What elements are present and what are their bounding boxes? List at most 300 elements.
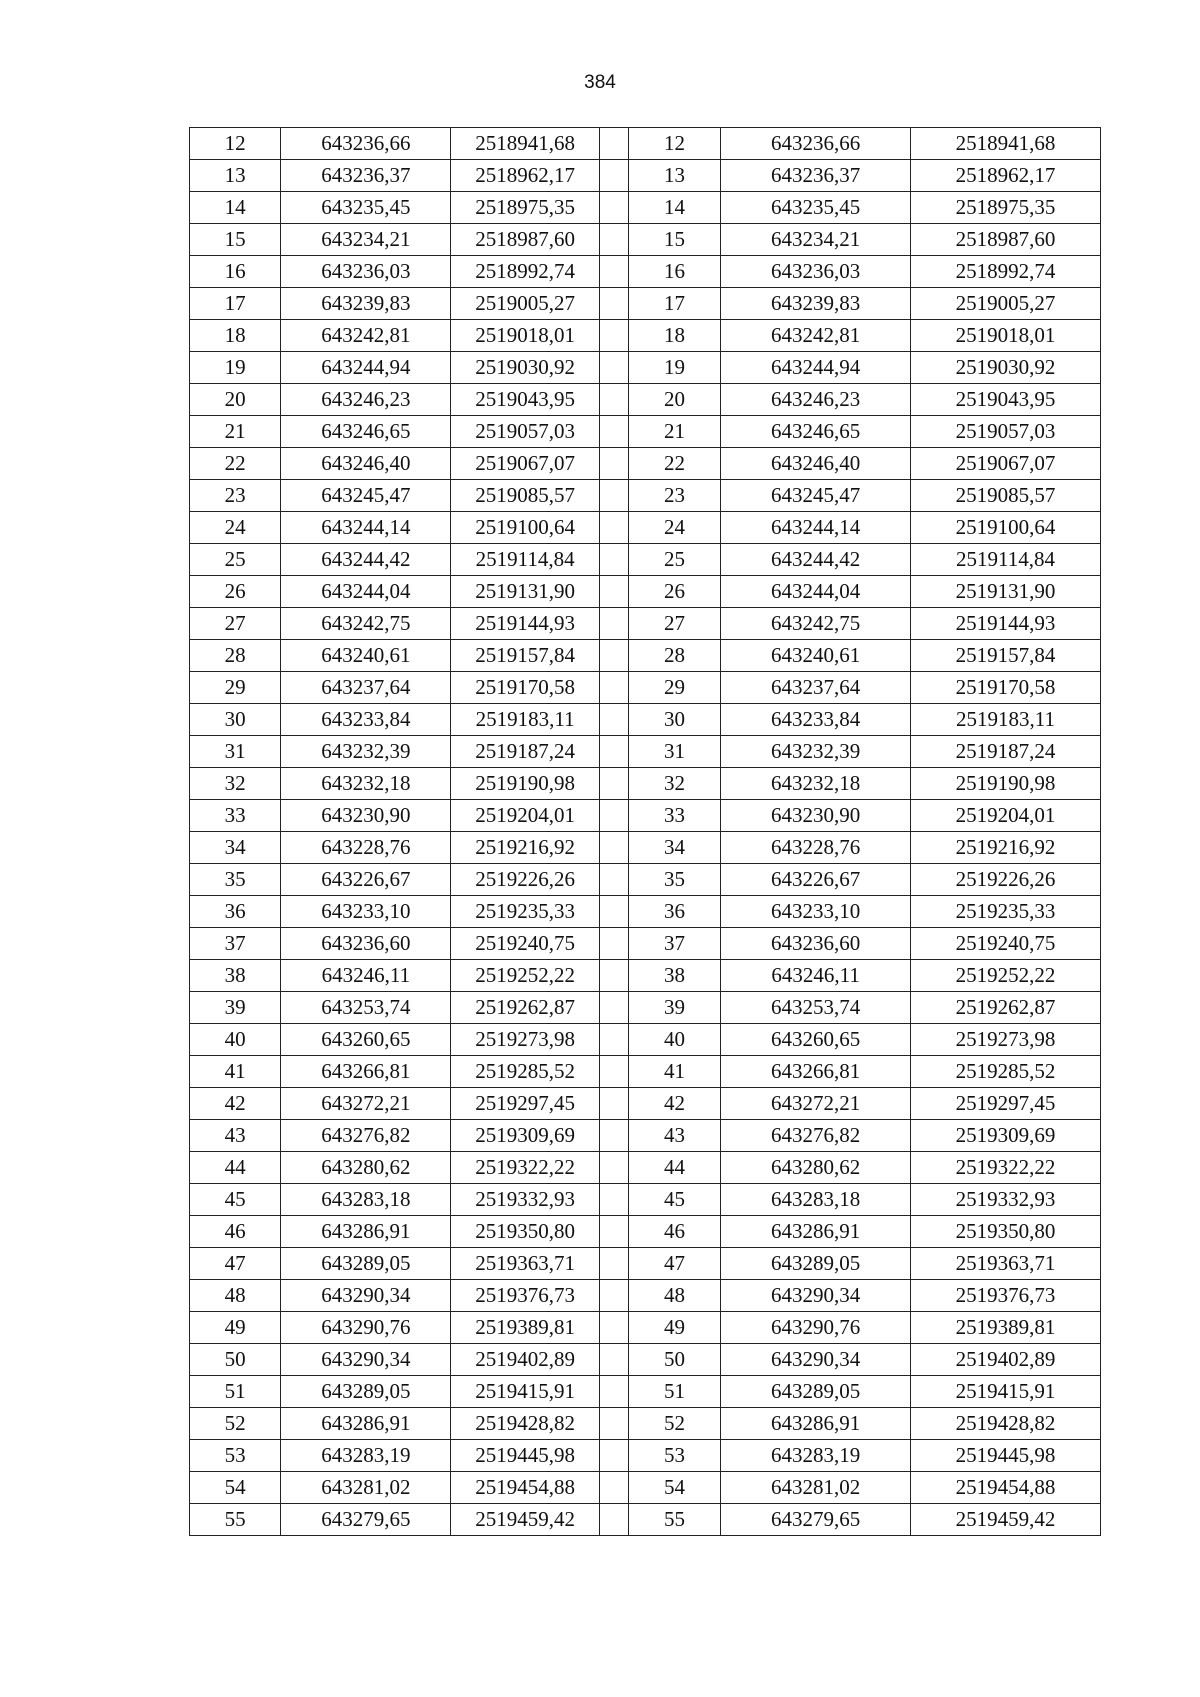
spacer-cell [599, 736, 628, 768]
y-coordinate-cell: 2519297,45 [451, 1088, 599, 1120]
point-number-cell: 47 [628, 1248, 720, 1280]
x-coordinate-cell: 643239,83 [281, 288, 451, 320]
spacer-cell [599, 1344, 628, 1376]
x-coordinate-cell: 643286,91 [721, 1408, 911, 1440]
x-coordinate-cell: 643234,21 [721, 224, 911, 256]
x-coordinate-cell: 643246,65 [281, 416, 451, 448]
y-coordinate-cell: 2519114,84 [451, 544, 599, 576]
x-coordinate-cell: 643236,37 [281, 160, 451, 192]
spacer-cell [599, 1056, 628, 1088]
table-row [190, 1376, 1101, 1408]
spacer-cell [599, 1312, 628, 1344]
point-number-cell: 18 [628, 320, 720, 352]
point-number-cell: 42 [190, 1088, 281, 1120]
spacer-cell [599, 1216, 628, 1248]
point-number-cell: 13 [628, 160, 720, 192]
y-coordinate-cell: 2519428,82 [911, 1408, 1101, 1440]
point-number-cell: 17 [628, 288, 720, 320]
table-row [190, 800, 1101, 832]
x-coordinate-cell: 643236,66 [281, 128, 451, 160]
y-coordinate-cell: 2519389,81 [451, 1312, 599, 1344]
y-coordinate-cell: 2519415,91 [451, 1376, 599, 1408]
point-number-cell: 28 [628, 640, 720, 672]
spacer-cell [599, 992, 628, 1024]
table-row [190, 1408, 1101, 1440]
point-number-cell: 16 [628, 256, 720, 288]
y-coordinate-cell: 2519005,27 [451, 288, 599, 320]
y-coordinate-cell: 2519005,27 [911, 288, 1101, 320]
x-coordinate-cell: 643239,83 [721, 288, 911, 320]
table-row [190, 1120, 1101, 1152]
x-coordinate-cell: 643260,65 [281, 1024, 451, 1056]
spacer-cell [599, 544, 628, 576]
y-coordinate-cell: 2519131,90 [451, 576, 599, 608]
x-coordinate-cell: 643233,10 [281, 896, 451, 928]
point-number-cell: 35 [628, 864, 720, 896]
x-coordinate-cell: 643228,76 [281, 832, 451, 864]
y-coordinate-cell: 2519389,81 [911, 1312, 1101, 1344]
y-coordinate-cell: 2519262,87 [911, 992, 1101, 1024]
y-coordinate-cell: 2519187,24 [451, 736, 599, 768]
spacer-cell [599, 1024, 628, 1056]
x-coordinate-cell: 643230,90 [721, 800, 911, 832]
x-coordinate-cell: 643266,81 [281, 1056, 451, 1088]
y-coordinate-cell: 2519216,92 [451, 832, 599, 864]
y-coordinate-cell: 2519131,90 [911, 576, 1101, 608]
x-coordinate-cell: 643272,21 [721, 1088, 911, 1120]
y-coordinate-cell: 2519085,57 [911, 480, 1101, 512]
spacer-cell [599, 384, 628, 416]
x-coordinate-cell: 643245,47 [721, 480, 911, 512]
point-number-cell: 36 [190, 896, 281, 928]
x-coordinate-cell: 643233,84 [721, 704, 911, 736]
x-coordinate-cell: 643286,91 [721, 1216, 911, 1248]
table-row [190, 192, 1101, 224]
y-coordinate-cell: 2519297,45 [911, 1088, 1101, 1120]
point-number-cell: 37 [190, 928, 281, 960]
point-number-cell: 28 [190, 640, 281, 672]
table-row [190, 1184, 1101, 1216]
point-number-cell: 52 [628, 1408, 720, 1440]
point-number-cell: 32 [190, 768, 281, 800]
table-row [190, 1280, 1101, 1312]
point-number-cell: 34 [190, 832, 281, 864]
table-row [190, 1312, 1101, 1344]
table-row [190, 704, 1101, 736]
point-number-cell: 24 [190, 512, 281, 544]
point-number-cell: 43 [628, 1120, 720, 1152]
point-number-cell: 29 [190, 672, 281, 704]
y-coordinate-cell: 2518975,35 [451, 192, 599, 224]
x-coordinate-cell: 643232,39 [281, 736, 451, 768]
y-coordinate-cell: 2519057,03 [911, 416, 1101, 448]
y-coordinate-cell: 2519170,58 [911, 672, 1101, 704]
x-coordinate-cell: 643244,14 [721, 512, 911, 544]
table-row [190, 736, 1101, 768]
y-coordinate-cell: 2519309,69 [451, 1120, 599, 1152]
table-row [190, 960, 1101, 992]
spacer-cell [599, 480, 628, 512]
point-number-cell: 47 [190, 1248, 281, 1280]
x-coordinate-cell: 643236,37 [721, 160, 911, 192]
y-coordinate-cell: 2519144,93 [451, 608, 599, 640]
table-row [190, 288, 1101, 320]
x-coordinate-cell: 643244,94 [281, 352, 451, 384]
x-coordinate-cell: 643236,03 [281, 256, 451, 288]
point-number-cell: 17 [190, 288, 281, 320]
table-row [190, 256, 1101, 288]
x-coordinate-cell: 643226,67 [281, 864, 451, 896]
x-coordinate-cell: 643232,18 [281, 768, 451, 800]
x-coordinate-cell: 643228,76 [721, 832, 911, 864]
x-coordinate-cell: 643244,04 [721, 576, 911, 608]
spacer-cell [599, 672, 628, 704]
point-number-cell: 14 [628, 192, 720, 224]
point-number-cell: 53 [190, 1440, 281, 1472]
x-coordinate-cell: 643230,90 [281, 800, 451, 832]
y-coordinate-cell: 2519454,88 [451, 1472, 599, 1504]
point-number-cell: 45 [190, 1184, 281, 1216]
x-coordinate-cell: 643232,18 [721, 768, 911, 800]
point-number-cell: 14 [190, 192, 281, 224]
x-coordinate-cell: 643242,81 [281, 320, 451, 352]
x-coordinate-cell: 643280,62 [721, 1152, 911, 1184]
y-coordinate-cell: 2518941,68 [451, 128, 599, 160]
spacer-cell [599, 1472, 628, 1504]
x-coordinate-cell: 643272,21 [281, 1088, 451, 1120]
x-coordinate-cell: 643244,14 [281, 512, 451, 544]
x-coordinate-cell: 643290,34 [721, 1344, 911, 1376]
x-coordinate-cell: 643242,75 [721, 608, 911, 640]
point-number-cell: 22 [628, 448, 720, 480]
x-coordinate-cell: 643237,64 [721, 672, 911, 704]
point-number-cell: 53 [628, 1440, 720, 1472]
point-number-cell: 27 [190, 608, 281, 640]
table-row [190, 576, 1101, 608]
x-coordinate-cell: 643235,45 [281, 192, 451, 224]
point-number-cell: 49 [190, 1312, 281, 1344]
y-coordinate-cell: 2519322,22 [911, 1152, 1101, 1184]
table-row [190, 448, 1101, 480]
x-coordinate-cell: 643253,74 [281, 992, 451, 1024]
x-coordinate-cell: 643246,40 [281, 448, 451, 480]
y-coordinate-cell: 2518975,35 [911, 192, 1101, 224]
point-number-cell: 52 [190, 1408, 281, 1440]
y-coordinate-cell: 2518941,68 [911, 128, 1101, 160]
spacer-cell [599, 800, 628, 832]
x-coordinate-cell: 643290,76 [721, 1312, 911, 1344]
spacer-cell [599, 224, 628, 256]
y-coordinate-cell: 2519376,73 [911, 1280, 1101, 1312]
y-coordinate-cell: 2519030,92 [911, 352, 1101, 384]
y-coordinate-cell: 2519273,98 [911, 1024, 1101, 1056]
coordinates-table [189, 127, 1101, 1536]
y-coordinate-cell: 2519183,11 [451, 704, 599, 736]
y-coordinate-cell: 2519459,42 [911, 1504, 1101, 1536]
y-coordinate-cell: 2519273,98 [451, 1024, 599, 1056]
table-row [190, 416, 1101, 448]
point-number-cell: 31 [190, 736, 281, 768]
point-number-cell: 49 [628, 1312, 720, 1344]
point-number-cell: 45 [628, 1184, 720, 1216]
spacer-cell [599, 640, 628, 672]
y-coordinate-cell: 2519459,42 [451, 1504, 599, 1536]
x-coordinate-cell: 643240,61 [281, 640, 451, 672]
y-coordinate-cell: 2518992,74 [911, 256, 1101, 288]
x-coordinate-cell: 643244,42 [281, 544, 451, 576]
spacer-cell [599, 896, 628, 928]
y-coordinate-cell: 2519204,01 [451, 800, 599, 832]
y-coordinate-cell: 2519085,57 [451, 480, 599, 512]
point-number-cell: 48 [628, 1280, 720, 1312]
y-coordinate-cell: 2519018,01 [911, 320, 1101, 352]
point-number-cell: 25 [190, 544, 281, 576]
y-coordinate-cell: 2519402,89 [911, 1344, 1101, 1376]
y-coordinate-cell: 2519170,58 [451, 672, 599, 704]
x-coordinate-cell: 643234,21 [281, 224, 451, 256]
point-number-cell: 44 [190, 1152, 281, 1184]
y-coordinate-cell: 2518962,17 [911, 160, 1101, 192]
y-coordinate-cell: 2519454,88 [911, 1472, 1101, 1504]
point-number-cell: 20 [190, 384, 281, 416]
x-coordinate-cell: 643244,04 [281, 576, 451, 608]
spacer-cell [599, 160, 628, 192]
y-coordinate-cell: 2519363,71 [911, 1248, 1101, 1280]
spacer-cell [599, 416, 628, 448]
x-coordinate-cell: 643289,05 [721, 1376, 911, 1408]
y-coordinate-cell: 2519240,75 [911, 928, 1101, 960]
x-coordinate-cell: 643260,65 [721, 1024, 911, 1056]
spacer-cell [599, 192, 628, 224]
x-coordinate-cell: 643280,62 [281, 1152, 451, 1184]
y-coordinate-cell: 2519445,98 [451, 1440, 599, 1472]
y-coordinate-cell: 2519157,84 [911, 640, 1101, 672]
spacer-cell [599, 448, 628, 480]
y-coordinate-cell: 2518962,17 [451, 160, 599, 192]
table-row [190, 320, 1101, 352]
spacer-cell [599, 288, 628, 320]
x-coordinate-cell: 643283,19 [721, 1440, 911, 1472]
point-number-cell: 24 [628, 512, 720, 544]
spacer-cell [599, 576, 628, 608]
table-row [190, 640, 1101, 672]
x-coordinate-cell: 643246,11 [281, 960, 451, 992]
x-coordinate-cell: 643289,05 [281, 1376, 451, 1408]
y-coordinate-cell: 2519376,73 [451, 1280, 599, 1312]
table-row [190, 672, 1101, 704]
point-number-cell: 22 [190, 448, 281, 480]
spacer-cell [599, 1280, 628, 1312]
point-number-cell: 42 [628, 1088, 720, 1120]
point-number-cell: 19 [190, 352, 281, 384]
y-coordinate-cell: 2519018,01 [451, 320, 599, 352]
x-coordinate-cell: 643283,19 [281, 1440, 451, 1472]
x-coordinate-cell: 643236,03 [721, 256, 911, 288]
spacer-cell [599, 1408, 628, 1440]
spacer-cell [599, 1152, 628, 1184]
table-row [190, 608, 1101, 640]
x-coordinate-cell: 643235,45 [721, 192, 911, 224]
x-coordinate-cell: 643246,23 [721, 384, 911, 416]
point-number-cell: 55 [628, 1504, 720, 1536]
y-coordinate-cell: 2519322,22 [451, 1152, 599, 1184]
y-coordinate-cell: 2519067,07 [911, 448, 1101, 480]
x-coordinate-cell: 643283,18 [281, 1184, 451, 1216]
y-coordinate-cell: 2519252,22 [911, 960, 1101, 992]
point-number-cell: 19 [628, 352, 720, 384]
x-coordinate-cell: 643279,65 [281, 1504, 451, 1536]
x-coordinate-cell: 643289,05 [721, 1248, 911, 1280]
table-row [190, 1152, 1101, 1184]
x-coordinate-cell: 643253,74 [721, 992, 911, 1024]
x-coordinate-cell: 643236,60 [281, 928, 451, 960]
table-row [190, 832, 1101, 864]
table-row [190, 1216, 1101, 1248]
table-row [190, 160, 1101, 192]
x-coordinate-cell: 643232,39 [721, 736, 911, 768]
y-coordinate-cell: 2519204,01 [911, 800, 1101, 832]
y-coordinate-cell: 2519030,92 [451, 352, 599, 384]
y-coordinate-cell: 2519067,07 [451, 448, 599, 480]
table-row [190, 1024, 1101, 1056]
x-coordinate-cell: 643281,02 [721, 1472, 911, 1504]
point-number-cell: 27 [628, 608, 720, 640]
spacer-cell [599, 1120, 628, 1152]
spacer-cell [599, 512, 628, 544]
y-coordinate-cell: 2519428,82 [451, 1408, 599, 1440]
point-number-cell: 35 [190, 864, 281, 896]
x-coordinate-cell: 643233,84 [281, 704, 451, 736]
x-coordinate-cell: 643245,47 [281, 480, 451, 512]
spacer-cell [599, 320, 628, 352]
x-coordinate-cell: 643236,66 [721, 128, 911, 160]
y-coordinate-cell: 2519190,98 [911, 768, 1101, 800]
x-coordinate-cell: 643237,64 [281, 672, 451, 704]
point-number-cell: 26 [628, 576, 720, 608]
point-number-cell: 20 [628, 384, 720, 416]
table-row [190, 128, 1101, 160]
y-coordinate-cell: 2519235,33 [911, 896, 1101, 928]
x-coordinate-cell: 643236,60 [721, 928, 911, 960]
y-coordinate-cell: 2519057,03 [451, 416, 599, 448]
y-coordinate-cell: 2519309,69 [911, 1120, 1101, 1152]
x-coordinate-cell: 643242,81 [721, 320, 911, 352]
table-row [190, 768, 1101, 800]
x-coordinate-cell: 643246,23 [281, 384, 451, 416]
y-coordinate-cell: 2519285,52 [451, 1056, 599, 1088]
x-coordinate-cell: 643286,91 [281, 1216, 451, 1248]
y-coordinate-cell: 2519226,26 [911, 864, 1101, 896]
y-coordinate-cell: 2519350,80 [911, 1216, 1101, 1248]
y-coordinate-cell: 2519100,64 [911, 512, 1101, 544]
point-number-cell: 55 [190, 1504, 281, 1536]
point-number-cell: 51 [190, 1376, 281, 1408]
spacer-cell [599, 1440, 628, 1472]
y-coordinate-cell: 2518987,60 [451, 224, 599, 256]
point-number-cell: 40 [190, 1024, 281, 1056]
point-number-cell: 15 [190, 224, 281, 256]
point-number-cell: 21 [190, 416, 281, 448]
point-number-cell: 33 [628, 800, 720, 832]
point-number-cell: 15 [628, 224, 720, 256]
table-row [190, 928, 1101, 960]
y-coordinate-cell: 2518992,74 [451, 256, 599, 288]
spacer-cell [599, 352, 628, 384]
y-coordinate-cell: 2519190,98 [451, 768, 599, 800]
y-coordinate-cell: 2519445,98 [911, 1440, 1101, 1472]
point-number-cell: 38 [190, 960, 281, 992]
y-coordinate-cell: 2519235,33 [451, 896, 599, 928]
point-number-cell: 48 [190, 1280, 281, 1312]
y-coordinate-cell: 2519332,93 [911, 1184, 1101, 1216]
point-number-cell: 23 [628, 480, 720, 512]
y-coordinate-cell: 2519363,71 [451, 1248, 599, 1280]
spacer-cell [599, 1504, 628, 1536]
spacer-cell [599, 864, 628, 896]
x-coordinate-cell: 643281,02 [281, 1472, 451, 1504]
point-number-cell: 34 [628, 832, 720, 864]
table-row [190, 352, 1101, 384]
y-coordinate-cell: 2519350,80 [451, 1216, 599, 1248]
y-coordinate-cell: 2519262,87 [451, 992, 599, 1024]
point-number-cell: 46 [628, 1216, 720, 1248]
y-coordinate-cell: 2519285,52 [911, 1056, 1101, 1088]
table-row [190, 224, 1101, 256]
x-coordinate-cell: 643290,34 [281, 1344, 451, 1376]
x-coordinate-cell: 643290,76 [281, 1312, 451, 1344]
spacer-cell [599, 1184, 628, 1216]
point-number-cell: 21 [628, 416, 720, 448]
point-number-cell: 26 [190, 576, 281, 608]
x-coordinate-cell: 643246,40 [721, 448, 911, 480]
point-number-cell: 50 [190, 1344, 281, 1376]
table-row [190, 1248, 1101, 1280]
point-number-cell: 40 [628, 1024, 720, 1056]
point-number-cell: 33 [190, 800, 281, 832]
y-coordinate-cell: 2519157,84 [451, 640, 599, 672]
point-number-cell: 23 [190, 480, 281, 512]
point-number-cell: 13 [190, 160, 281, 192]
y-coordinate-cell: 2519100,64 [451, 512, 599, 544]
x-coordinate-cell: 643244,42 [721, 544, 911, 576]
x-coordinate-cell: 643240,61 [721, 640, 911, 672]
point-number-cell: 29 [628, 672, 720, 704]
table-row [190, 1440, 1101, 1472]
y-coordinate-cell: 2519240,75 [451, 928, 599, 960]
y-coordinate-cell: 2519187,24 [911, 736, 1101, 768]
x-coordinate-cell: 643276,82 [721, 1120, 911, 1152]
point-number-cell: 54 [628, 1472, 720, 1504]
spacer-cell [599, 704, 628, 736]
spacer-cell [599, 608, 628, 640]
x-coordinate-cell: 643233,10 [721, 896, 911, 928]
y-coordinate-cell: 2519402,89 [451, 1344, 599, 1376]
point-number-cell: 39 [190, 992, 281, 1024]
point-number-cell: 16 [190, 256, 281, 288]
spacer-cell [599, 768, 628, 800]
table-row [190, 1472, 1101, 1504]
spacer-cell [599, 1088, 628, 1120]
y-coordinate-cell: 2519043,95 [911, 384, 1101, 416]
spacer-cell [599, 1248, 628, 1280]
spacer-cell [599, 1376, 628, 1408]
table-body [190, 128, 1101, 1536]
x-coordinate-cell: 643246,65 [721, 416, 911, 448]
x-coordinate-cell: 643290,34 [281, 1280, 451, 1312]
y-coordinate-cell: 2519332,93 [451, 1184, 599, 1216]
table-row [190, 1088, 1101, 1120]
point-number-cell: 44 [628, 1152, 720, 1184]
